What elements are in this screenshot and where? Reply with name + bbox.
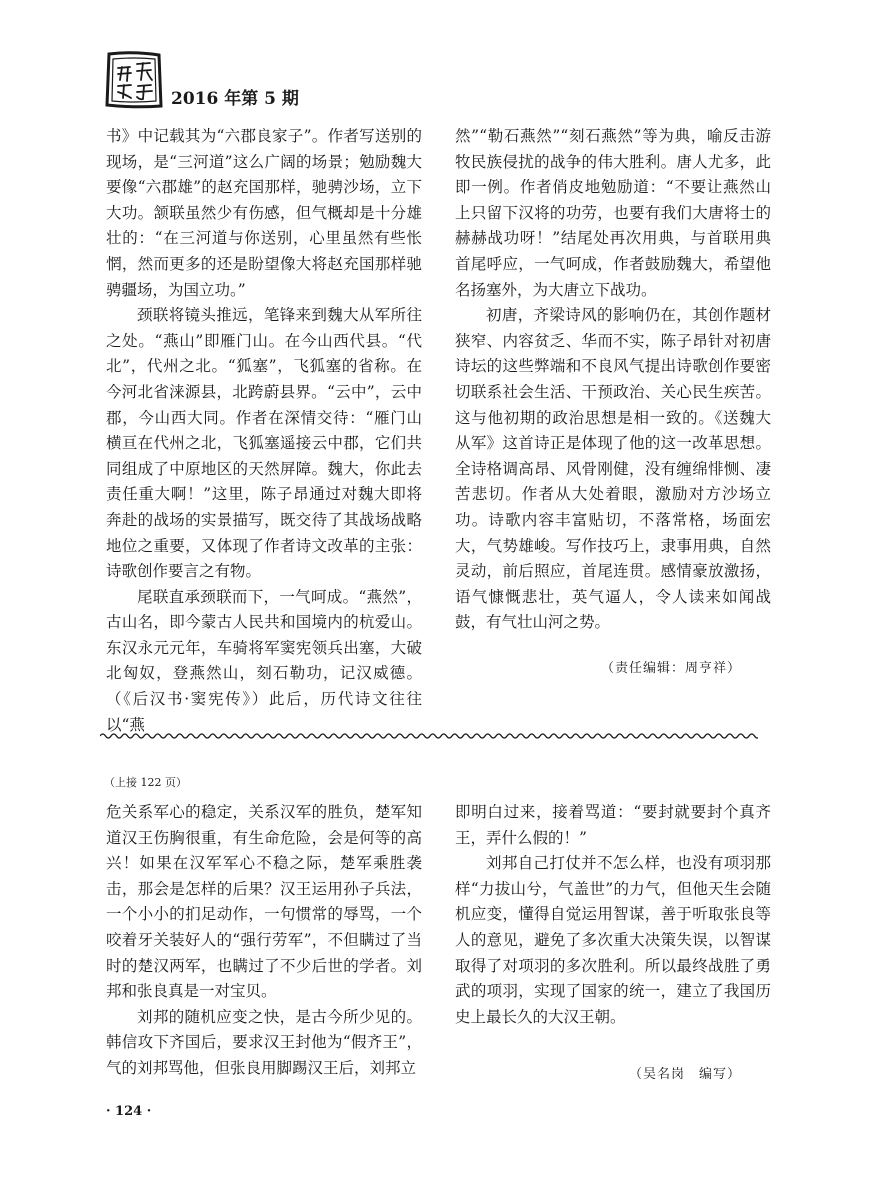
paragraph: 颈联将镜头推远，笔锋来到魏大从军所往之处。“燕山”即雁门山。在今山西代县。“代北”，代州之北。“狐塞”，飞狐塞的省称。在今河北省涞源县，北跨蔚县界。“云中”，云中郡，今山西大同。作者在深情交待：“雁门山横亘在代州之北，飞狐塞遥接云中郡，它们共同组成了中原地区的天然屏障。魏大，你此去责任重大啊！”这里，陈子昂通过对魏大即将奔赴的战场的实景描写，既交待了其战场战略地位之重要，又体现了作者诗文改革的主张：诗歌创作要言之有物。 — [106, 306, 422, 581]
paragraph: 危关系军心的稳定，关系汉军的胜负，楚军知道汉王伤胸很重，有生命危险，会是何等的高兴！如果在汉军军心不稳之际，楚军乘胜袭击，那会是怎样的后果？汉王运用孙子兵法，一个小小的扪足动作，一句惯常的辱骂，一个咬着牙关装好人的“强行劳军”，不但瞒过了当时的楚汉两军，也瞒过了不少后世的学者。刘邦和张良真是一对宝贝。 — [106, 803, 422, 1001]
paragraph: 刘邦自己打仗并不怎么样，也没有项羽那样“力拔山兮，气盖世”的力气，但他天生会随机应变，懂得自觉运用智谋，善于听取张良等人的意见，避免了多次重大决策失误，以智谋取得了对项羽的多次胜利。所以最终战胜了勇武的项羽，实现了国家的统一，建立了我国历史上最长久的大汉王朝。 — [455, 854, 771, 1026]
paragraph: 尾联直承颈联而下，一气呵成。“燕然”，古山名，即今蒙古人民共和国境内的杭爱山。东汉永元元年，车骑将军窦宪领兵出塞，大破北匈奴，登燕然山，刻石勒功，记汉威德。（《后汉书·窦宪传》）此后，历代诗文往往以“燕 — [106, 587, 422, 734]
paragraph: 书》中记载其为“六郡良家子”。作者写送别的现场，是“三河道”这么广阔的场景；勉励魏大要像“六郡雄”的赵充国那样，驰骋沙场，立下大功。颔联虽然少有伤感，但气概却是十分雄壮的：“在三河道与你送别，心里虽然有些怅惘，然而更多的还是盼望像大将赵充国那样驰骋疆场，为国立功。” — [106, 127, 422, 299]
journal-logo-icon — [103, 50, 165, 110]
top-right-column — [455, 124, 771, 681]
paragraph: 初唐，齐梁诗风的影响仍在，其创作题材狭窄、内容贫乏、华而不实，陈子昂针对初唐诗坛的这些弊端和不良风气提出诗歌创作要密切联系社会生活、干预政治、关心民生疾苦。这与他初期的政治思想是相一致的。《送魏大从军》这首诗正是体现了他的这一改革思想。全诗格调高昂、风骨刚健，没有缠绵悱恻、凄苦悲切。作者从大处着眼，激励对方沙场立功。诗歌内容丰富贴切，不落常格，场面宏大，气势雄峻。写作技巧上，隶事用典，自然灵动，前后照应，首尾连贯。感情豪放激扬，语气慷慨悲壮，英气逼人，令人读来如闻战鼓，有气壮山河之势。 — [455, 306, 771, 632]
issue-label: 2016 年第 5 期 — [171, 89, 299, 109]
continued-from-label: （上接 122 页） — [104, 776, 187, 789]
page-header — [103, 50, 403, 112]
page-number: · 124 · — [106, 1104, 152, 1119]
paragraph: 即明白过来，接着骂道：“要封就要封个真齐王，弄什么假的！” — [455, 803, 771, 847]
editor-note: （吴名岗 编写） — [628, 1067, 741, 1083]
bottom-left-column — [106, 800, 422, 1082]
wavy-divider — [100, 730, 758, 742]
paragraph: 然”“勒石燕然”“刻石燕然”等为典，喻反击游牧民族侵扰的战争的伟大胜利。唐人尤多，此即一例。作者俏皮地勉励道：“不要让燕然山上只留下汉将的功劳，也要有我们大唐将士的赫赫战功呀！”结尾处再次用典，与首联用典首尾呼应，一气呵成，作者鼓励魏大，希望他名扬塞外，为大唐立下战功。 — [455, 127, 771, 299]
bottom-right-column — [455, 800, 771, 1088]
top-left-column — [106, 124, 422, 738]
paragraph: 刘邦的随机应变之快，是古今所少见的。韩信攻下齐国后，要求汉王封他为“假齐王”，气的刘邦骂他，但张良用脚踢汉王后，刘邦立 — [106, 1007, 422, 1077]
editor-note: （责任编辑：周亨祥） — [600, 660, 741, 676]
